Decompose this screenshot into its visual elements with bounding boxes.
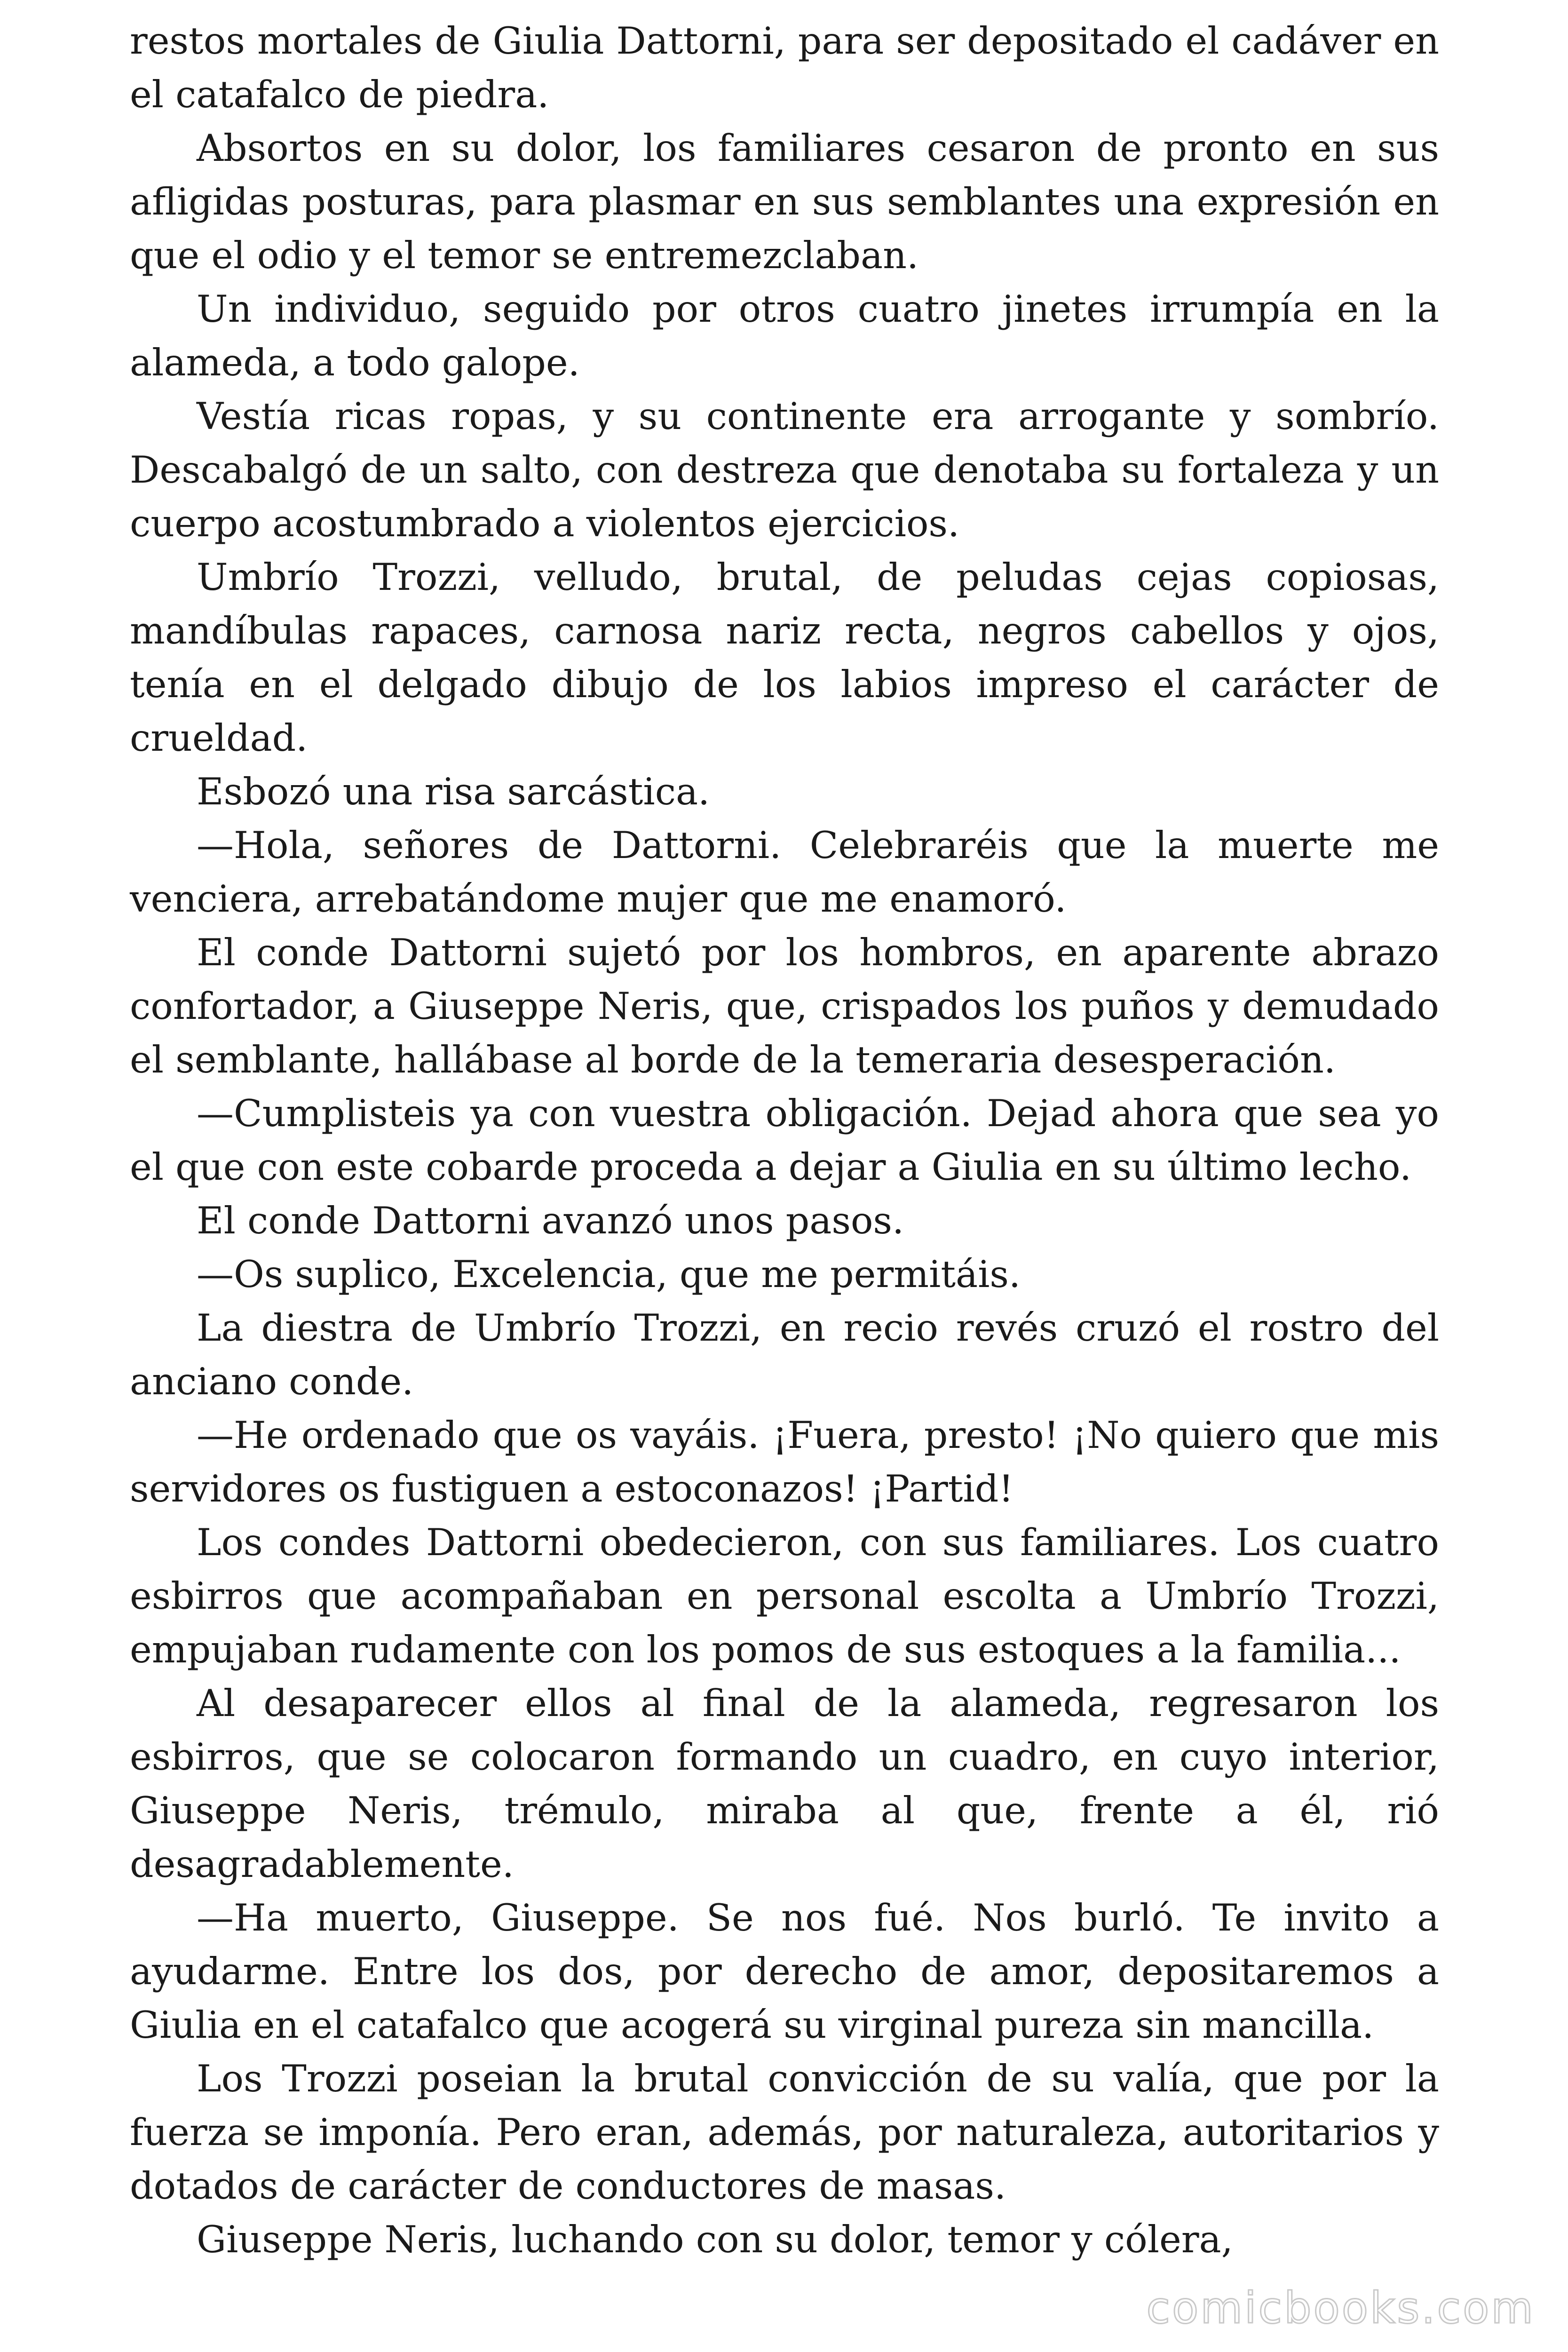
paragraph-12: —He ordenado que os vayáis. ¡Fuera, presto! ¡No quiero que mis servidores os fustiguen a estoconazos! ¡Partid!: [130, 1414, 1439, 1510]
paragraph-16: Los Trozzi poseian la brutal convicción de su valía, que por la fuerza se imponía. Pero eran, además, por naturaleza, autoritarios y dotados de carácter de conductores de masas.: [130, 2057, 1439, 2208]
paragraph-9: El conde Dattorni avanzó unos pasos.: [197, 1199, 904, 1242]
paragraph-1: Absortos en su dolor, los familiares cesaron de pronto en sus afligidas posturas, para plasmar en sus semblantes una expresión en que el odio y el temor se entremezclaban.: [130, 127, 1439, 277]
watermark: comicbooks.com: [1146, 2283, 1535, 2333]
paragraph-11: La diestra de Umbrío Trozzi, en recio revés cruzó el rostro del anciano conde.: [130, 1306, 1439, 1403]
paragraph-15: —Ha muerto, Giuseppe. Se nos fué. Nos burló. Te invito a ayudarme. Entre los dos, por derecho de amor, depositaremos a Giulia en el catafalco que acogerá su virginal pureza sin mancilla.: [130, 1896, 1439, 2047]
paragraph-7: El conde Dattorni sujetó por los hombros, en aparente abrazo confortador, a Giuseppe Neris, que, crispados los puños y demudado el semblante, hallábase al borde de la temeraria desesperación.: [130, 931, 1439, 1081]
paragraph-3: Vestía ricas ropas, y su continente era arrogante y sombrío. Descabalgó de un salto, con destreza que denotaba su fortaleza y un cuerpo acostumbrado a violentos ejercicios.: [130, 395, 1439, 545]
paragraph-13: Los condes Dattorni obedecieron, con sus familiares. Los cuatro esbirros que acompañaban en personal escolta a Umbrío Trozzi, empujaban rudamente con los pomos de sus estoques a la familia...: [130, 1521, 1439, 1671]
paragraph-0: restos mortales de Giulia Dattorni, para ser depositado el cadáver en el catafalco de piedra.: [130, 19, 1439, 116]
paragraph-2: Un individuo, seguido por otros cuatro jinetes irrumpía en la alameda, a todo galope.: [130, 287, 1439, 384]
paragraph-17: Giuseppe Neris, luchando con su dolor, temor y cólera,: [197, 2218, 1233, 2261]
paragraph-6: —Hola, señores de Dattorni. Celebraréis que la muerte me venciera, arrebatándome mujer que me enamoró.: [130, 824, 1439, 921]
paragraph-14: Al desaparecer ellos al final de la alameda, regresaron los esbirros, que se colocaron formando un cuadro, en cuyo interior, Giuseppe Neris, trémulo, miraba al que, frente a él, rió desagradablemente.: [130, 1682, 1439, 1886]
paragraph-10: —Os suplico, Excelencia, que me permitáis.: [197, 1253, 1021, 1296]
paragraph-8: —Cumplisteis ya con vuestra obligación. Dejad ahora que sea yo el que con este cobarde proceda a dejar a Giulia en su último lecho.: [130, 1092, 1439, 1189]
paragraph-5: Esbozó una risa sarcástica.: [197, 770, 710, 813]
paragraph-4: Umbrío Trozzi, velludo, brutal, de peludas cejas copiosas, mandíbulas rapaces, carnosa nariz recta, negros cabellos y ojos, tenía en el delgado dibujo de los labios impreso el carácter de crueldad.: [130, 556, 1439, 760]
book-page: [130, 14, 1439, 2266]
